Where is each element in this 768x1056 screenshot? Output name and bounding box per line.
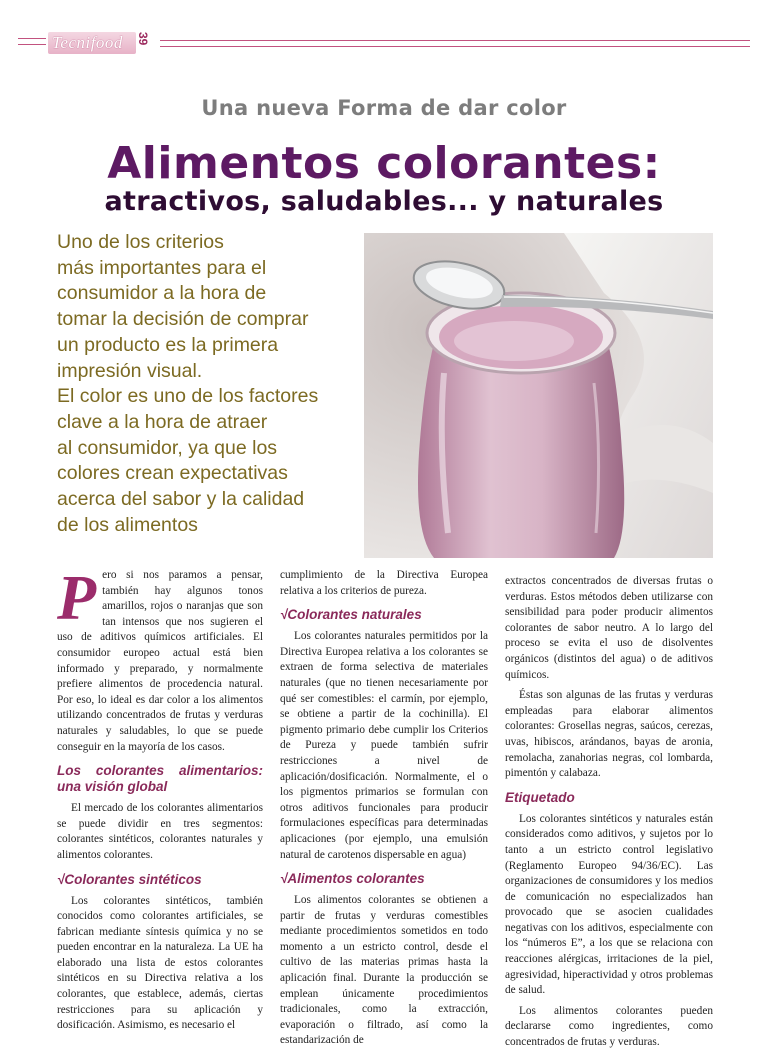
magazine-logo-text: Tecnifood [52, 33, 123, 52]
drop-cap: P [57, 562, 97, 633]
header-rule-left-top [18, 38, 46, 39]
section-heading: Los colorantes alimentarios: una visión global [57, 763, 263, 795]
section-heading: √Colorantes naturales [280, 607, 422, 623]
page-subtitle: atractivos, saludables... y naturales [104, 186, 664, 217]
article-paragraph [57, 562, 263, 755]
paragraph-text: ero si nos paramos a pensar, también hay algunos tonos amarillos, rojos o naranjas que son tan intensos que nos sugieren el uso de aditivos químicos artificiales. El consumidor europeo actual está bien informado y preparado, y normalmente prefiere alimentos de procedencia natural. Por eso, lo ideal es dar color a los alimentos utilizando concentrados de frutas y verduras naturales y saludables, lo que se puede conseguir en la mayoría de los casos. [57, 569, 263, 753]
article-paragraph: Los alimentos colorantes se obtienen a partir de frutas y verduras comestibles mediante procedimientos sometidos en todo momento a un estricto control, desde el cultivo de las materias primas hasta la aplicación final. Durante la producción se emplean únicamente procedimientos tradicionales, como la extracción, evaporación o filtrado, así como la estandarización de [280, 894, 488, 1047]
section-heading: Etiquetado [505, 789, 575, 805]
article-column-3 [505, 574, 713, 1056]
section-heading: √Alimentos colorantes [280, 871, 425, 887]
header-rule-right-bottom [160, 46, 750, 47]
article-paragraph: Los colorantes sintéticos y naturales están considerados como aditivos, y sujetos por lo tanto a un estricto control legislativo (Reglamento Europeo 94/36/EC). Las organizaciones de consumidores y los medios de comunicación no especializados han provocado que se asocien cualidades negativas con los aditivos, especialmente con los “números E”, a los que se relaciona con reacciones alérgicas, irritaciones de la piel, agresividad, hiperactividad y otros problemas de salud. [505, 812, 713, 997]
article-paragraph: Éstas son algunas de las frutas y verduras empleadas para elaborar alimentos colorantes: Grosellas negras, saúcos, cerezas, uvas, hibiscos, arándanos, bayas de aronia, remolacha, zanahorias negras, col lombarda, pimentón y calabaza. [505, 689, 713, 780]
section-heading: √Colorantes sintéticos [57, 871, 202, 887]
page-number [136, 32, 150, 45]
yogurt-jar-illustration [364, 233, 713, 558]
yogurt-jar-photo [364, 233, 713, 558]
lead-paragraph: Uno de los criterios más importantes para el consumidor a la hora de tomar la decisión de comprar un producto es la primera impresión visual. El color es uno de los factores clave a la hora de atraer al consumidor, ya que los colores crean expectativas acerca del sabor y la calidad de los alimentos [57, 231, 319, 536]
article-column-1 [57, 562, 263, 1039]
page-title: Alimentos colorantes: [107, 138, 661, 189]
article-column-2 [280, 568, 488, 1054]
article-paragraph: Los alimentos colorantes pueden declararse como ingredientes, como concentrados de frutas y verduras. [505, 1004, 713, 1049]
article-paragraph: El mercado de los colorantes alimentarios se puede dividir en tres segmentos: colorantes sintéticos, colorantes naturales y alimentos colorantes. [57, 802, 263, 861]
article-paragraph: cumplimiento de la Directiva Europea relativa a los criterios de pureza. [280, 569, 488, 597]
article-paragraph: Los colorantes naturales permitidos por la Directiva Europea relativa a los colorantes se extraen de forma selectiva de materiales naturales (que no tienen necesariamente por qué ser comestibles: el carmín, por ejemplo, se obtiene a partir de la cochinilla). El pigmento primario debe cumplir los Criterios de Pureza y puede también sufrir restricciones a nivel de aplicación/dosificación. Normalmente, el o los pigmentos primarios se formulan con otros aditivos funcionales para producir formulaciones específicas para determinadas aplicaciones (por ejemplo, una emulsión natural de carotenos dispersable en agua) [280, 630, 488, 861]
kicker: Una nueva Forma de dar color [201, 96, 567, 120]
page-number-text: 39 [136, 32, 150, 46]
article-paragraph: extractos concentrados de diversas frutas o verduras. Estos métodos deben utilizarse con sensibilidad para poder producir alimentos colorantes de sabor neutro. A lo largo del proceso se evita el uso de disolventes orgánicos (distintos del agua) o de aditivos químicos. [505, 575, 713, 681]
header-rule-right-top [160, 40, 750, 41]
article-paragraph: Los colorantes sintéticos, también conocidos como colorantes artificiales, se fabrican mediante síntesis química y no se pueden encontrar en la naturaleza. La UE ha elaborado una lista de estos colorantes sintéticos en su Directiva relativa a los colorantes, que establece, además, ciertas restricciones para su aplicación y dosificación. Asimismo, es necesario el [57, 894, 263, 1032]
header-rule-left-bottom [18, 44, 46, 45]
